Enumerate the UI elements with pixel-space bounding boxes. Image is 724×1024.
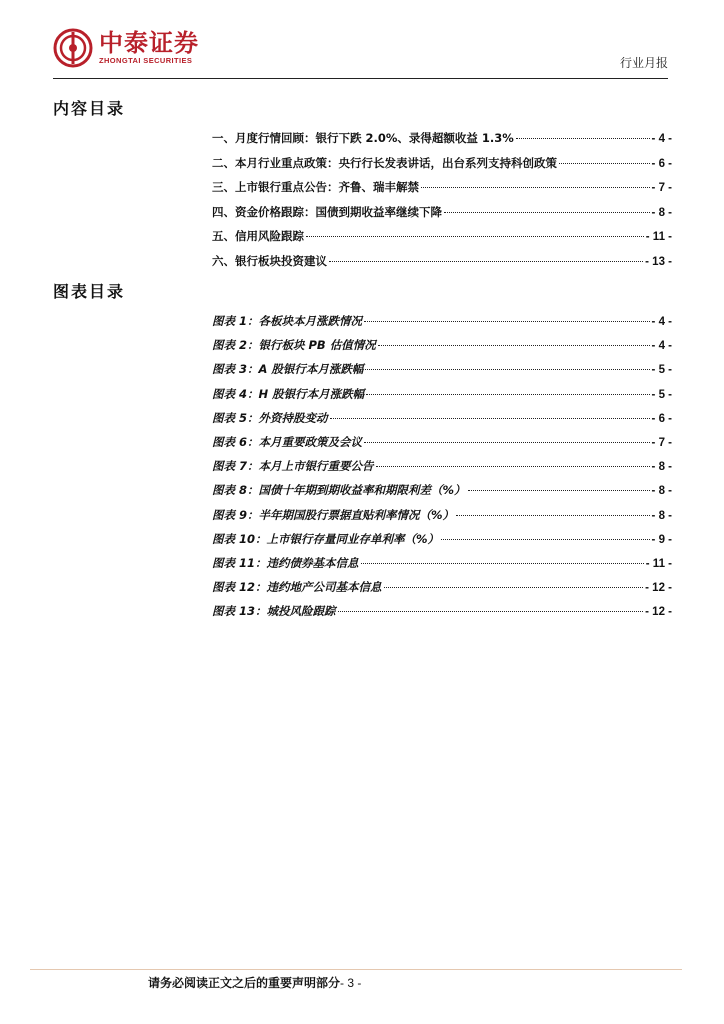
figure-entry[interactable] bbox=[212, 555, 672, 579]
toc-entry-page: - 13 - bbox=[645, 255, 672, 268]
figure-entry[interactable] bbox=[212, 434, 672, 458]
figure-entry-text: 图表 2：银行板块 PB 估值情况 bbox=[212, 338, 376, 353]
toc-entry-page: - 6 - bbox=[651, 157, 672, 170]
figure-list-title: 图表目录 bbox=[53, 282, 126, 301]
figure-entry-page: - 12 - bbox=[645, 606, 672, 619]
dot-leader bbox=[421, 187, 650, 188]
toc-entry-page: - 11 - bbox=[645, 231, 672, 244]
figure-entry-page: - 5 - bbox=[651, 364, 672, 377]
toc-entry-page: - 4 - bbox=[651, 133, 672, 145]
footer-page-number: - 3 - bbox=[340, 976, 362, 990]
figure-entry[interactable] bbox=[212, 603, 672, 627]
figure-entry[interactable] bbox=[212, 507, 672, 531]
figure-entry[interactable] bbox=[212, 361, 672, 385]
figure-entry[interactable] bbox=[212, 458, 672, 482]
dot-leader bbox=[329, 261, 643, 262]
toc-entry-text: 四、资金价格跟踪：国债到期收益率继续下降 bbox=[212, 204, 442, 219]
dot-leader bbox=[366, 394, 649, 395]
dot-leader bbox=[364, 442, 650, 443]
zhongtai-logo-icon bbox=[53, 28, 93, 68]
figure-entry-text: 图表 6：本月重要政策及会议 bbox=[212, 434, 363, 449]
figure-entry-text: 图表 3：A 股银行本月涨跌幅 bbox=[212, 362, 364, 377]
dot-leader bbox=[364, 321, 650, 322]
dot-leader bbox=[365, 369, 649, 370]
dot-leader bbox=[361, 563, 644, 564]
company-logo bbox=[53, 26, 199, 70]
footer-disclaimer: 请务必阅读正文之后的重要声明部分 bbox=[148, 976, 341, 990]
brand-name-cn: 中泰证券 bbox=[99, 29, 199, 57]
toc-entry-text: 三、上市银行重点公告：齐鲁、瑞丰解禁 bbox=[212, 180, 419, 195]
figure-entry-page: - 5 - bbox=[651, 388, 672, 401]
figure-list bbox=[212, 313, 672, 627]
dot-leader bbox=[468, 490, 650, 491]
dot-leader bbox=[559, 163, 650, 164]
toc-entry[interactable] bbox=[212, 228, 672, 253]
figure-entry-page: - 6 - bbox=[651, 412, 672, 425]
figure-entry-page: - 8 - bbox=[651, 485, 672, 498]
dot-leader bbox=[306, 236, 644, 237]
figure-entry-page: - 4 - bbox=[651, 316, 672, 328]
dot-leader bbox=[384, 587, 644, 588]
figure-entry[interactable] bbox=[212, 313, 672, 337]
brand-name-en: ZHONGTAI SECURITIES bbox=[99, 56, 193, 65]
report-type: 行业月报 bbox=[619, 56, 668, 70]
footer-divider bbox=[30, 969, 682, 970]
figure-entry-text: 图表 7：本月上市银行重要公告 bbox=[212, 459, 374, 474]
figure-entry[interactable] bbox=[212, 531, 672, 555]
toc-title: 内容目录 bbox=[53, 99, 126, 118]
toc-entry-page: - 7 - bbox=[651, 182, 672, 195]
figure-entry[interactable] bbox=[212, 386, 672, 410]
figure-entry-text: 图表 4：H 股银行本月涨跌幅 bbox=[212, 386, 365, 401]
figure-entry-page: - 8 - bbox=[651, 509, 672, 522]
toc-entry-text: 一、月度行情回顾：银行下跌 2.0%、录得超额收益 1.3% bbox=[212, 131, 514, 145]
dot-leader bbox=[444, 212, 650, 213]
figure-entry[interactable] bbox=[212, 337, 672, 361]
dot-leader bbox=[338, 611, 644, 612]
figure-entry-text: 图表 11：违约债券基本信息 bbox=[212, 555, 359, 570]
figure-entry-page: - 11 - bbox=[645, 557, 672, 570]
toc-list bbox=[212, 130, 672, 278]
toc-entry-text: 五、信用风险跟踪 bbox=[212, 229, 304, 244]
toc-entry[interactable] bbox=[212, 130, 672, 155]
dot-leader bbox=[378, 345, 650, 346]
toc-entry-text: 二、本月行业重点政策：央行行长发表讲话，出台系列支持科创政策 bbox=[212, 155, 557, 170]
figure-entry-text: 图表 9：半年期国股行票据直贴利率情况（%） bbox=[212, 507, 455, 522]
header-divider bbox=[53, 78, 668, 79]
figure-entry-text: 图表 10：上市银行存量同业存单利率（%） bbox=[212, 531, 440, 546]
figure-entry-text: 图表 1：各板块本月涨跌情况 bbox=[212, 314, 363, 328]
dot-leader bbox=[376, 466, 650, 467]
figure-entry-page: - 4 - bbox=[651, 340, 672, 353]
figure-entry-page: - 8 - bbox=[651, 461, 672, 474]
figure-entry-text: 图表 12：违约地产公司基本信息 bbox=[212, 580, 382, 595]
toc-entry-page: - 8 - bbox=[651, 206, 672, 219]
dot-leader bbox=[456, 515, 650, 516]
figure-entry-page: - 12 - bbox=[645, 582, 672, 595]
toc-entry[interactable] bbox=[212, 204, 672, 229]
toc-entry[interactable] bbox=[212, 155, 672, 180]
figure-entry-text: 图表 13：城投风险跟踪 bbox=[212, 604, 336, 619]
figure-entry[interactable] bbox=[212, 579, 672, 603]
toc-entry-text: 六、银行板块投资建议 bbox=[212, 253, 327, 268]
figure-entry-text: 图表 8：国债十年期到期收益率和期限利差（%） bbox=[212, 483, 466, 498]
figure-entry-text: 图表 5：外资持股变动 bbox=[212, 410, 328, 425]
dot-leader bbox=[330, 418, 650, 419]
figure-entry-page: - 7 - bbox=[651, 436, 672, 449]
footer bbox=[148, 974, 361, 991]
figure-entry[interactable] bbox=[212, 482, 672, 506]
toc-entry[interactable] bbox=[212, 253, 672, 278]
dot-leader bbox=[516, 138, 650, 139]
figure-entry-page: - 9 - bbox=[651, 533, 672, 546]
dot-leader bbox=[441, 539, 650, 540]
toc-entry[interactable] bbox=[212, 179, 672, 204]
figure-entry[interactable] bbox=[212, 410, 672, 434]
